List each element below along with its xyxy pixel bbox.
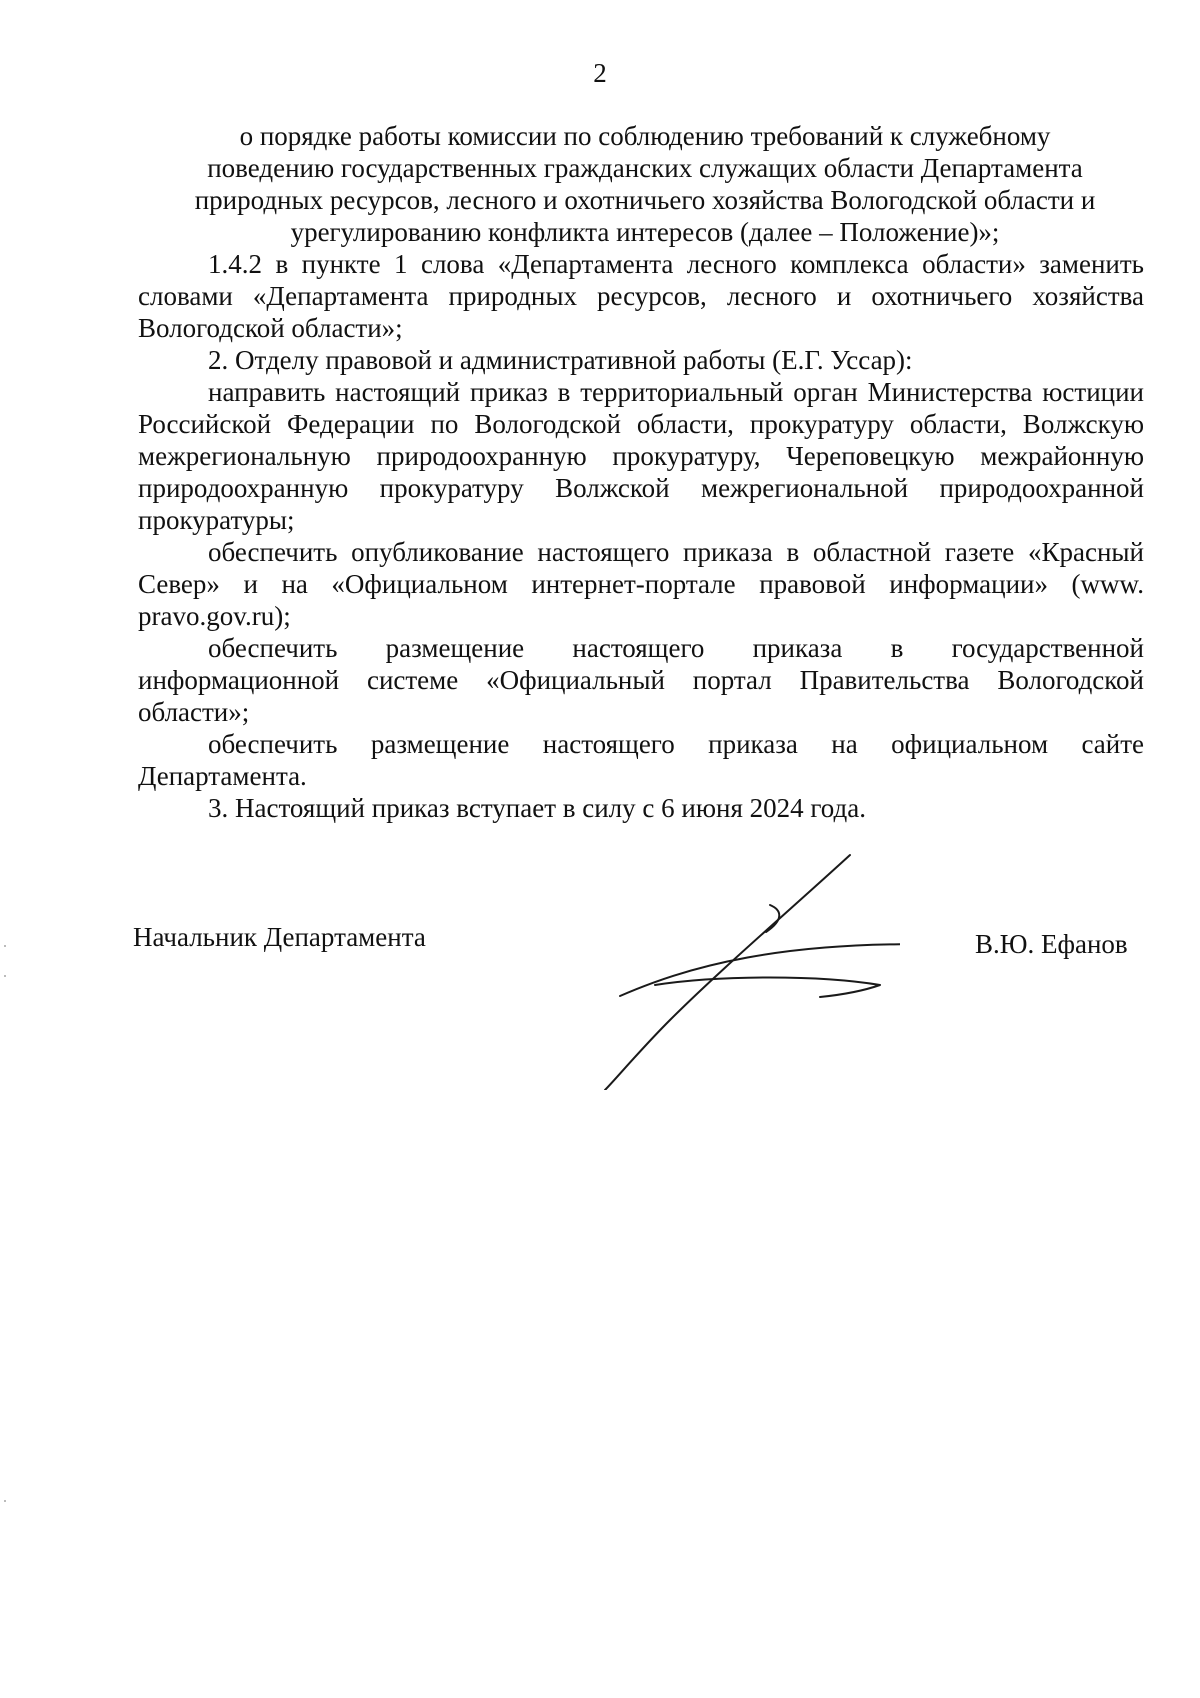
signatory-position: Начальник Департамента — [133, 922, 426, 952]
heading-continuation — [138, 120, 1144, 248]
handwritten-signature — [560, 850, 900, 1090]
paragraph-place-gis: обеспечить размещение настоящего приказа в государственной информационной системе «Официальный портал Правительства Вологодской области»; — [138, 633, 1144, 727]
heading-line: природных ресурсов, лесного и охотничьего хозяйства Вологодской области и — [194, 185, 1096, 215]
scan-speck — [4, 1500, 6, 1502]
document-body — [138, 120, 1144, 824]
heading-line: о порядке работы комиссии по соблюдению требований к служебному — [239, 121, 1051, 151]
heading-line: поведению государственных гражданских служащих области Департамента — [207, 153, 1083, 183]
signatory-name: В.Ю. Ефанов — [975, 929, 1128, 959]
paragraph-1-4-2: 1.4.2 в пункте 1 слова «Департамента лесного комплекса области» заменить словами «Департамента природных ресурсов, лесного и охотничьего хозяйства Вологодской области»; — [138, 249, 1144, 343]
paragraph-item-3: 3. Настоящий приказ вступает в силу с 6 июня 2024 года. — [208, 793, 866, 823]
scan-speck — [4, 945, 6, 947]
paragraph-send-order: направить настоящий приказ в территориальный орган Министерства юстиции Российской Федерации по Вологодской области, прокуратуру области, Волжскую межрегиональную природоохранную прокуратуру, Череповецкую межрайонную природоохранную прокуратуру Волжской межрегиональной природоохранной прокуратуры; — [138, 377, 1144, 535]
paragraph-place-site: обеспечить размещение настоящего приказа на официальном сайте Департамента. — [138, 729, 1144, 791]
paragraph-item-2: 2. Отделу правовой и административной работы (Е.Г. Уссар): — [208, 345, 913, 375]
heading-line: урегулированию конфликта интересов (далее – Положение)»; — [290, 217, 1000, 247]
paragraph-publish: обеспечить опубликование настоящего приказа в областной газете «Красный Север» и на «Официальном интернет-портале правовой информации» (www. pravo.gov.ru); — [138, 537, 1144, 631]
scan-speck — [4, 975, 6, 977]
page-number: 2 — [593, 58, 607, 88]
